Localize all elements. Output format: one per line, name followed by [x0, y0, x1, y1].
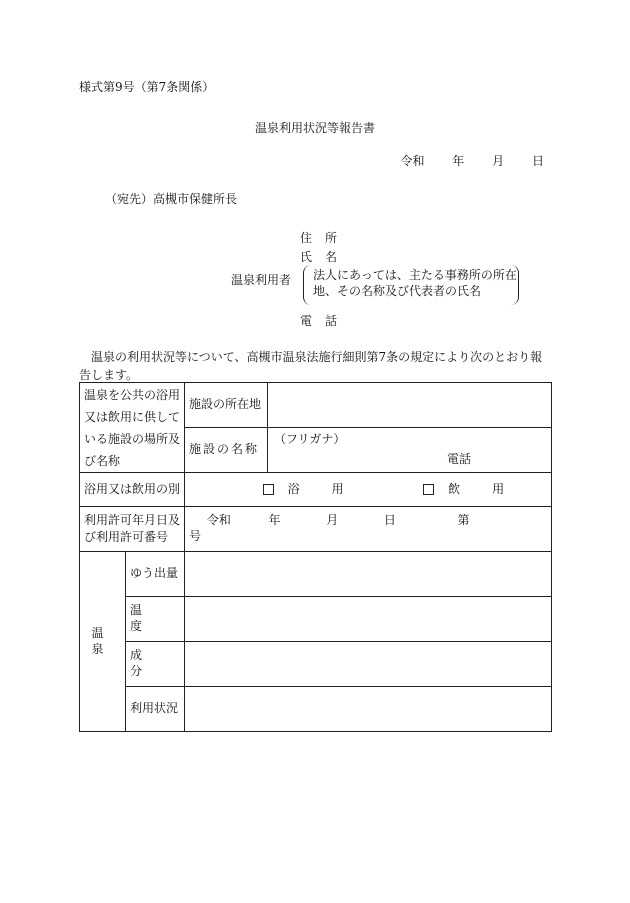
- date-year: 年: [452, 154, 465, 168]
- permit-no-prefix: 第: [457, 513, 470, 528]
- permit-label: 利用許可年月日及び利用許可番号: [80, 507, 185, 552]
- flow-field[interactable]: [185, 552, 552, 597]
- intro-text: 温泉の利用状況等について、高槻市温泉法施行細則第7条の規定により次のとおり報告します。: [79, 350, 543, 382]
- corporate-note-line2: 地、その名称及び代表者の氏名: [313, 284, 482, 298]
- bath-option-label: 浴 用: [287, 481, 354, 496]
- address-label: 住所: [300, 231, 351, 245]
- facility-location-label: 施設の所在地: [185, 383, 268, 428]
- corporate-note-line1: 法人にあっては、主たる事務所の所在: [313, 268, 517, 282]
- facility-phone-label: 電話: [446, 452, 471, 467]
- date-era: 令和: [400, 154, 425, 168]
- status-field[interactable]: [185, 687, 552, 732]
- form-number: 様式第9号（第7条関係）: [79, 80, 215, 94]
- drink-checkbox[interactable]: [423, 484, 434, 495]
- report-table: [79, 382, 552, 732]
- table-row: [80, 552, 552, 597]
- bath-checkbox[interactable]: [263, 484, 274, 495]
- temp-field[interactable]: [185, 597, 552, 642]
- table-row: [80, 642, 552, 687]
- permit-era: 令和: [206, 513, 231, 528]
- drink-option-label: 飲 用: [448, 481, 515, 496]
- permit-day: 日: [383, 513, 396, 528]
- document-title: 温泉利用状況等報告書: [254, 121, 375, 135]
- component-label: 成 分: [126, 642, 185, 687]
- date-line: [400, 154, 544, 168]
- addressee: （宛先）高槻市保健所長: [105, 192, 238, 206]
- furigana-label: （フリガナ）: [274, 432, 346, 446]
- status-label: 利用状況: [126, 687, 185, 732]
- facility-header: 温泉を公共の浴用又は飲用に供している施設の場所及び名称: [80, 383, 185, 473]
- date-month: 月: [492, 154, 505, 168]
- onsen-label: 温泉: [80, 552, 126, 732]
- table-row: [80, 383, 552, 428]
- permit-field[interactable]: [185, 507, 552, 552]
- component-field[interactable]: [185, 642, 552, 687]
- name-label: 氏名: [300, 250, 351, 264]
- permit-month: 月: [326, 513, 339, 528]
- usage-type-field: [185, 473, 552, 507]
- table-row: [80, 507, 552, 552]
- phone-label: 電話: [300, 314, 351, 328]
- facility-location-field[interactable]: [268, 383, 552, 428]
- permit-year: 年: [268, 513, 281, 528]
- permit-no-suffix: 号: [189, 529, 202, 543]
- table-row: [80, 687, 552, 732]
- corporate-note: [313, 267, 517, 299]
- date-day: 日: [531, 154, 544, 168]
- table-row: [80, 597, 552, 642]
- table-row: [80, 473, 552, 507]
- facility-name-label: 施設の名称: [185, 428, 268, 473]
- usage-type-label: 浴用又は飲用の別: [80, 473, 185, 507]
- temp-label: 温 度: [126, 597, 185, 642]
- onsen-user-label: 温泉利用者: [231, 273, 292, 287]
- flow-label: ゆう出量: [126, 552, 185, 597]
- facility-name-field[interactable]: [268, 428, 552, 473]
- corporate-note-bracket: [303, 265, 519, 305]
